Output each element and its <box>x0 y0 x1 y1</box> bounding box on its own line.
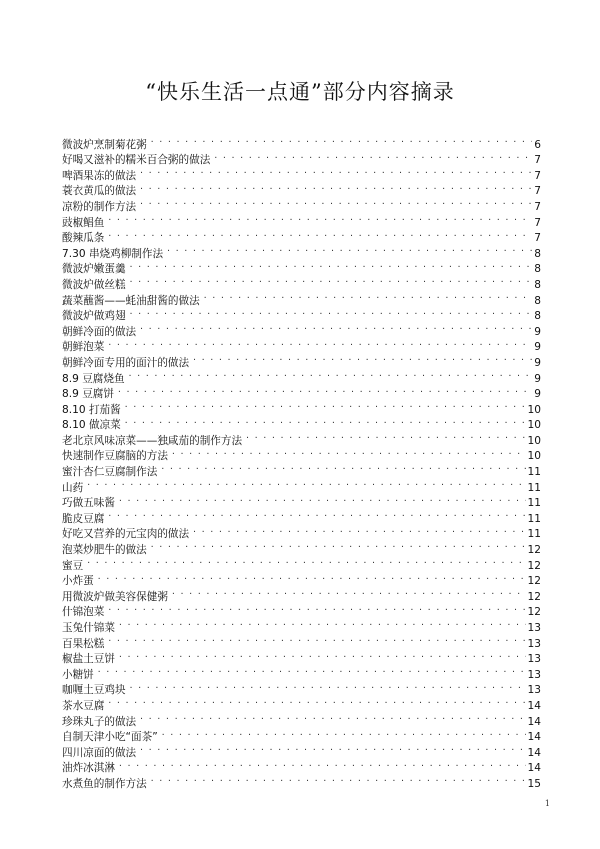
toc-dot-leader <box>137 740 525 756</box>
toc-entry[interactable] <box>62 600 541 619</box>
toc-dot-leader <box>127 304 533 320</box>
toc-entry-title: 蓑衣黄瓜的做法 <box>62 185 137 198</box>
toc-dot-leader <box>105 210 532 226</box>
toc-entry[interactable] <box>62 350 541 369</box>
toc-dot-leader <box>95 569 526 585</box>
toc-entry-page-number: 10 <box>527 450 541 463</box>
toc-entry-title: 豉椒鲳鱼 <box>62 216 105 229</box>
toc-entry-title: 好喝又滋补的糯米百合粥的做法 <box>62 154 211 167</box>
toc-entry[interactable] <box>62 506 541 525</box>
toc-entry[interactable] <box>62 771 541 790</box>
toc-dot-leader <box>127 678 526 694</box>
toc-entry-page-number: 8 <box>534 310 541 323</box>
toc-entry-page-number: 11 <box>527 512 541 525</box>
toc-entry[interactable] <box>62 756 541 775</box>
toc-entry-page-number: 13 <box>527 668 541 681</box>
toc-entry[interactable] <box>62 569 541 588</box>
toc-entry-title: 巧做五味酱 <box>62 497 115 510</box>
toc-entry-page-number: 14 <box>527 746 541 759</box>
toc-entry-page-number: 12 <box>527 544 541 557</box>
toc-entry[interactable] <box>62 491 541 510</box>
toc-entry[interactable] <box>62 413 541 432</box>
toc-entry[interactable] <box>62 678 541 697</box>
toc-entry-title: 百果松糕 <box>62 637 105 650</box>
toc-dot-leader <box>116 647 526 663</box>
toc-entry-page-number: 8 <box>534 294 541 307</box>
toc-entry-page-number: 9 <box>534 388 541 401</box>
toc-entry-page-number: 11 <box>527 481 541 494</box>
toc-entry-title: 小炸蛋 <box>62 575 94 588</box>
toc-entry-page-number: 11 <box>527 528 541 541</box>
toc-entry-title: 凉粉的制作方法 <box>62 200 137 213</box>
toc-entry-title: 微波炉做鸡翅 <box>62 310 126 323</box>
toc-entry-page-number: 9 <box>534 325 541 338</box>
page-title: “快乐生活一点通”部分内容摘录 <box>145 80 455 104</box>
toc-dot-leader <box>84 475 525 491</box>
toc-dot-leader <box>105 506 525 522</box>
toc-dot-leader <box>105 693 525 709</box>
toc-entry-title: 快速制作豆腐脑的方法 <box>62 450 168 463</box>
toc-entry[interactable] <box>62 335 541 354</box>
toc-entry[interactable] <box>62 662 541 681</box>
toc-entry-page-number: 14 <box>527 731 541 744</box>
toc-entry-title: 什锦泡菜 <box>62 606 105 619</box>
toc-entry-title: 朝鲜冷面的做法 <box>62 325 137 338</box>
toc-entry-title: 脆皮豆腐 <box>62 512 105 525</box>
toc-entry-page-number: 13 <box>527 622 541 634</box>
toc-dot-leader <box>164 241 532 257</box>
toc-entry[interactable] <box>62 397 541 416</box>
toc-entry-page-number: 8 <box>534 247 541 260</box>
toc-entry-page-number: 14 <box>527 715 541 728</box>
toc-entry-page-number: 10 <box>527 403 541 416</box>
toc-entry[interactable] <box>62 304 541 323</box>
toc-dot-leader <box>158 459 525 475</box>
toc-entry[interactable] <box>62 693 541 712</box>
toc-entry[interactable] <box>62 647 541 666</box>
toc-entry-page-number: 9 <box>534 341 541 354</box>
toc-entry[interactable] <box>62 428 541 447</box>
toc-entry-page-number: 12 <box>527 559 541 572</box>
toc-entry-page-number: 12 <box>527 590 541 603</box>
footer-page-number: 1 <box>544 799 550 808</box>
toc-dot-leader <box>84 553 525 569</box>
table-of-contents <box>62 132 541 790</box>
toc-entry-page-number: 9 <box>534 356 541 369</box>
toc-dot-leader <box>105 226 532 242</box>
toc-dot-leader <box>148 771 526 787</box>
toc-entry-title: 酸辣瓜条 <box>62 232 105 245</box>
toc-dot-leader <box>127 272 533 288</box>
toc-entry-title: 油炸冰淇淋 <box>62 762 115 775</box>
toc-dot-leader <box>126 366 533 382</box>
toc-entry-title: 朝鲜泡菜 <box>62 341 105 354</box>
toc-dot-leader <box>137 709 525 725</box>
toc-dot-leader <box>243 428 525 444</box>
toc-dot-leader <box>127 257 533 273</box>
toc-entry[interactable] <box>62 382 541 401</box>
toc-entry-page-number: 8 <box>534 278 541 291</box>
toc-entry-title: 小糖饼 <box>62 668 94 681</box>
toc-entry-title: 8.9 豆腐饼 <box>62 388 114 401</box>
toc-entry-page-number: 7 <box>534 200 541 213</box>
toc-entry[interactable] <box>62 475 541 494</box>
toc-entry-title: 8.9 豆腐烧鱼 <box>62 372 125 385</box>
toc-dot-leader <box>105 600 525 616</box>
toc-entry-page-number: 14 <box>527 699 541 712</box>
toc-entry[interactable] <box>62 366 541 385</box>
toc-entry-page-number: 12 <box>527 606 541 619</box>
toc-entry-title: 微波炉做丝糕 <box>62 278 126 291</box>
toc-dot-leader <box>116 756 526 772</box>
toc-entry-title: 微波炉烹制菊花粥 <box>62 138 147 151</box>
toc-entry-page-number: 14 <box>527 762 541 775</box>
toc-entry-page-number: 7 <box>534 232 541 245</box>
toc-entry[interactable] <box>62 709 541 728</box>
toc-entry-title: 咖喱土豆鸡块 <box>62 684 126 697</box>
toc-dot-leader <box>122 413 526 429</box>
toc-entry-title: 水煮鱼的制作方法 <box>62 777 147 790</box>
toc-entry-title: 山药 <box>62 481 84 494</box>
toc-entry-page-number: 8 <box>534 263 541 276</box>
toc-entry[interactable] <box>62 226 541 245</box>
toc-entry-page-number: 13 <box>527 637 541 650</box>
toc-entry-title: 老北京风味凉菜——独咸茄的制作方法 <box>62 434 243 447</box>
toc-entry[interactable] <box>62 241 541 260</box>
toc-entry-page-number: 7 <box>534 169 541 182</box>
toc-entry[interactable] <box>62 288 541 307</box>
toc-dot-leader <box>159 725 526 741</box>
toc-dot-leader <box>116 491 526 507</box>
toc-entry-page-number: 7 <box>534 154 541 167</box>
toc-entry-page-number: 12 <box>527 575 541 588</box>
toc-dot-leader <box>169 584 526 600</box>
toc-dot-leader <box>201 288 533 304</box>
toc-entry[interactable] <box>62 257 541 276</box>
toc-dot-leader <box>115 382 532 398</box>
toc-entry-page-number: 11 <box>527 497 541 510</box>
toc-entry[interactable] <box>62 132 541 151</box>
toc-entry-title: 朝鲜冷面专用的面汁的做法 <box>62 356 190 369</box>
toc-entry-title: 四川凉面的做法 <box>62 746 137 759</box>
toc-entry[interactable] <box>62 319 541 338</box>
toc-entry-title: 用微波炉做美容保健粥 <box>62 590 168 603</box>
toc-entry-page-number: 13 <box>527 684 541 697</box>
toc-entry-page-number: 11 <box>527 466 541 479</box>
toc-dot-leader <box>137 194 532 210</box>
toc-entry-title: 蜜豆 <box>62 559 84 572</box>
toc-dot-leader <box>105 335 532 351</box>
toc-dot-leader <box>211 148 532 164</box>
toc-dot-leader <box>148 132 533 148</box>
toc-entry-title: 7.30 串烧鸡柳制作法 <box>62 247 164 260</box>
toc-entry-title: 椒盐土豆饼 <box>62 653 115 666</box>
toc-entry-page-number: 7 <box>534 216 541 229</box>
toc-entry[interactable] <box>62 210 541 229</box>
toc-entry-title: 珍珠丸子的做法 <box>62 715 137 728</box>
toc-dot-leader <box>169 444 526 460</box>
toc-entry[interactable] <box>62 553 541 572</box>
toc-entry[interactable] <box>62 272 541 291</box>
toc-entry-page-number: 6 <box>534 138 541 151</box>
toc-entry[interactable] <box>62 631 541 650</box>
toc-entry-page-number: 9 <box>534 372 541 385</box>
toc-dot-leader <box>137 179 532 195</box>
toc-entry[interactable] <box>62 522 541 541</box>
toc-dot-leader <box>95 662 526 678</box>
toc-dot-leader <box>137 163 532 179</box>
toc-entry[interactable] <box>62 584 541 603</box>
toc-dot-leader <box>116 615 526 631</box>
toc-entry-title: 玉兔什锦菜 <box>62 622 115 634</box>
toc-entry-page-number: 7 <box>534 185 541 198</box>
toc-entry-page-number: 13 <box>527 653 541 666</box>
toc-dot-leader <box>190 350 532 366</box>
toc-entry-title: 8.10 做凉菜 <box>62 419 121 432</box>
toc-entry-page-number: 10 <box>527 434 541 447</box>
toc-dot-leader <box>190 522 525 538</box>
toc-entry-page-number: 10 <box>527 419 541 432</box>
toc-entry-title: 微波炉嫩蛋羹 <box>62 263 126 276</box>
toc-entry-title: 8.10 打茄酱 <box>62 403 121 416</box>
toc-entry-title: 蜜汁杏仁豆腐制作法 <box>62 466 158 479</box>
toc-dot-leader <box>122 397 526 413</box>
toc-dot-leader <box>148 537 526 553</box>
toc-dot-leader <box>105 631 525 647</box>
toc-entry-title: 蔬菜蘸酱——蚝油甜酱的做法 <box>62 294 200 307</box>
toc-entry-title: 好吃又营养的元宝肉的做法 <box>62 528 190 541</box>
toc-entry-title: 茶水豆腐 <box>62 699 105 712</box>
toc-entry-title: 自制天津小吃“面茶” <box>62 731 158 744</box>
toc-dot-leader <box>137 319 532 335</box>
toc-entry-title: 啤酒果冻的做法 <box>62 169 137 182</box>
toc-entry-title: 泡菜炒肥牛的做法 <box>62 544 147 557</box>
toc-entry[interactable] <box>62 615 541 634</box>
toc-entry-page-number: 15 <box>527 777 541 790</box>
